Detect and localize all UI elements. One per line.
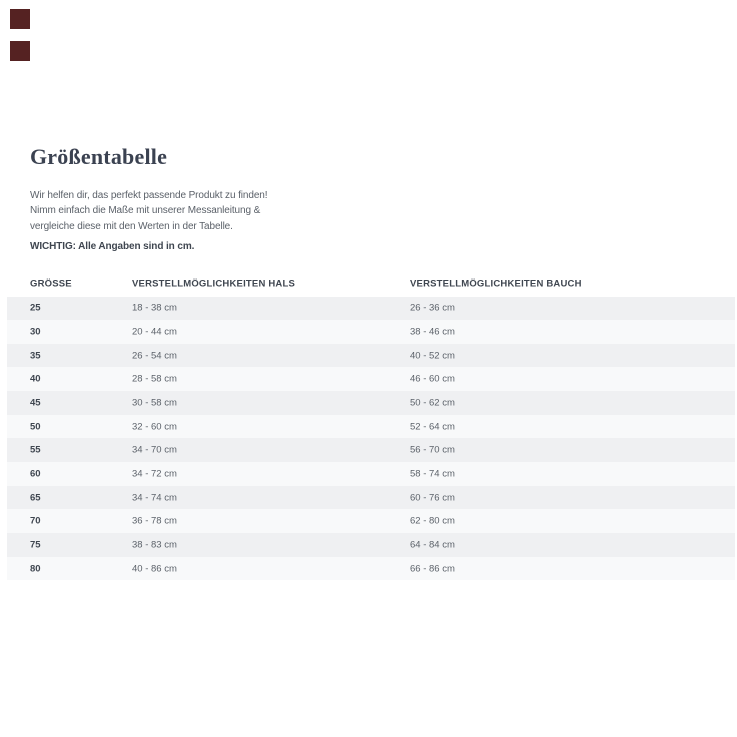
belly-range-cell: 60 - 76 cm: [410, 492, 455, 504]
table-row: [7, 297, 735, 321]
size-cell: 70: [30, 515, 41, 527]
intro-line: vergleiche diese mit den Werten in der Tabelle.: [30, 220, 233, 232]
size-cell: 50: [30, 421, 41, 433]
size-table-header: [7, 272, 735, 297]
size-cell: 75: [30, 539, 41, 551]
belly-range-cell: 52 - 64 cm: [410, 421, 455, 433]
neck-range-cell: 28 - 58 cm: [132, 373, 177, 385]
size-cell: 30: [30, 326, 41, 338]
intro-line: Nimm einfach die Maße mit unserer Messanleitung &: [30, 205, 261, 217]
table-row: [7, 438, 735, 462]
neck-range-cell: 34 - 72 cm: [132, 468, 177, 480]
table-row: [7, 415, 735, 439]
belly-range-cell: 38 - 46 cm: [410, 326, 455, 338]
belly-range-cell: 56 - 70 cm: [410, 444, 455, 456]
size-cell: 25: [30, 302, 41, 314]
table-row: [7, 391, 735, 415]
belly-range-cell: 46 - 60 cm: [410, 373, 455, 385]
table-row: [7, 509, 735, 533]
column-header-hals: VERSTELLMÖGLICHKEITEN HALS: [132, 278, 296, 290]
neck-range-cell: 34 - 74 cm: [132, 492, 177, 504]
important-note: WICHTIG: Alle Angaben sind in cm.: [30, 241, 195, 252]
neck-range-cell: 26 - 54 cm: [132, 350, 177, 362]
neck-range-cell: 18 - 38 cm: [132, 302, 177, 314]
size-cell: 45: [30, 397, 41, 409]
neck-range-cell: 30 - 58 cm: [132, 397, 177, 409]
size-cell: 35: [30, 350, 41, 362]
size-cell: 60: [30, 468, 41, 480]
size-cell: 55: [30, 444, 41, 456]
size-table-body: [7, 297, 735, 581]
belly-range-cell: 64 - 84 cm: [410, 539, 455, 551]
size-table: [7, 272, 735, 580]
neck-range-cell: 34 - 70 cm: [132, 444, 177, 456]
belly-range-cell: 50 - 62 cm: [410, 397, 455, 409]
intro-text: [30, 188, 267, 234]
belly-range-cell: 62 - 80 cm: [410, 515, 455, 527]
belly-range-cell: 66 - 86 cm: [410, 563, 455, 575]
table-row: [7, 557, 735, 581]
column-header-bauch: VERSTELLMÖGLICHKEITEN BAUCH: [410, 278, 582, 290]
belly-range-cell: 58 - 74 cm: [410, 468, 455, 480]
page-title: Größentabelle: [30, 144, 168, 169]
neck-range-cell: 32 - 60 cm: [132, 421, 177, 433]
column-header-groesse: GRÖSSE: [30, 278, 72, 290]
intro-line: Wir helfen dir, das perfekt passende Produkt zu finden!: [30, 190, 268, 201]
broken-image-icon: [10, 41, 30, 61]
table-row: [7, 486, 735, 510]
neck-range-cell: 40 - 86 cm: [132, 563, 177, 575]
table-row: [7, 462, 735, 486]
table-row: [7, 320, 735, 344]
belly-range-cell: 40 - 52 cm: [410, 350, 455, 362]
belly-range-cell: 26 - 36 cm: [410, 302, 455, 314]
table-row: [7, 533, 735, 557]
neck-range-cell: 36 - 78 cm: [132, 515, 177, 527]
table-row: [7, 367, 735, 391]
table-row: [7, 344, 735, 368]
neck-range-cell: 38 - 83 cm: [132, 539, 177, 551]
size-cell: 65: [30, 492, 41, 504]
broken-image-icon: [10, 9, 30, 29]
size-cell: 80: [30, 563, 41, 575]
size-cell: 40: [30, 373, 41, 385]
neck-range-cell: 20 - 44 cm: [132, 326, 177, 338]
